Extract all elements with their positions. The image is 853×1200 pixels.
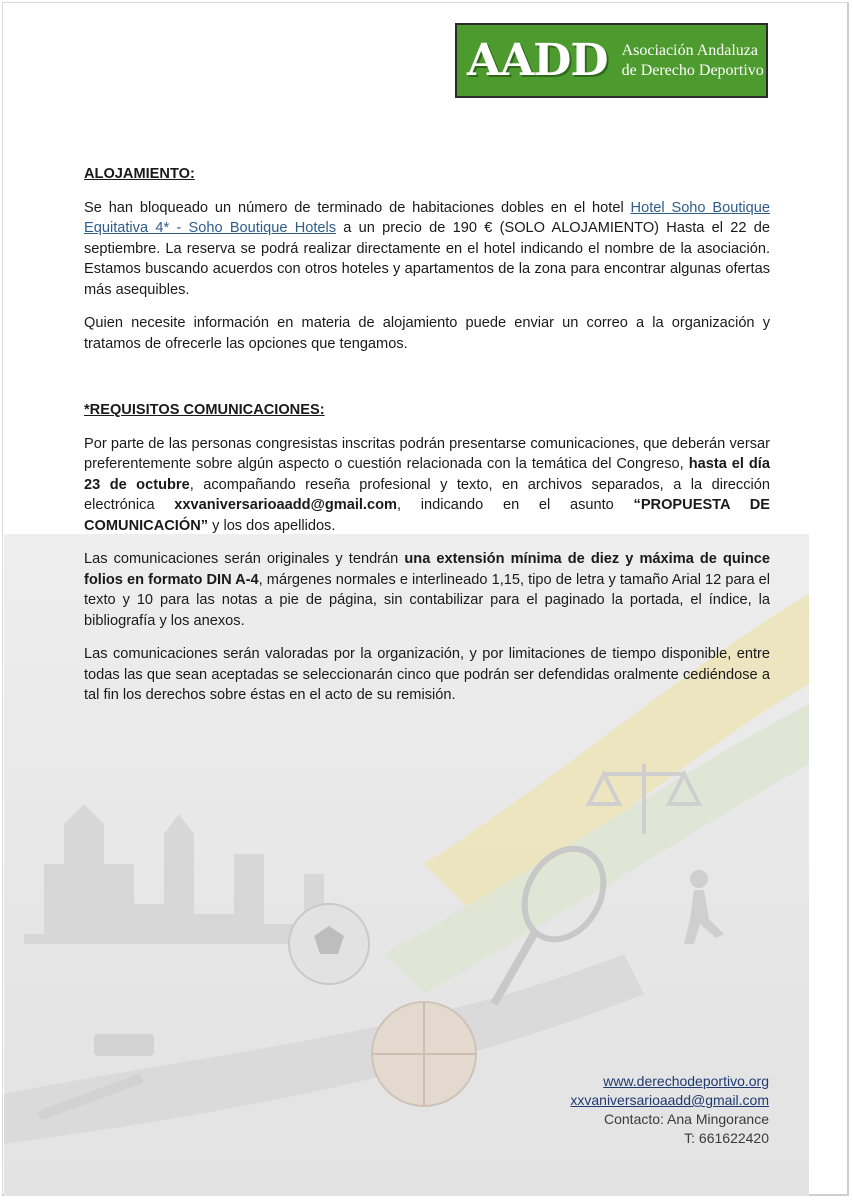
text-run: Se han bloqueado un número de terminado de habitaciones dobles en el hotel xyxy=(84,199,631,216)
requirements-paragraph-2 xyxy=(84,549,770,631)
email-link[interactable]: xxvaniversarioaadd@gmail.com xyxy=(570,1092,769,1108)
requirements-paragraph-3: Las comunicaciones serán valoradas por la organización, y por limitaciones de tiempo disponible, entre todas las que sean aceptadas se seleccionarán cinco que podrán ser defendidas oralmente cediéndose a tal fin los derechos sobre éstas en el acto de su remisión. xyxy=(84,646,770,703)
text-run: Por parte de las personas congresistas inscritas podrán presentarse comunicaciones, que deberán versar preferentemente sobre algún aspecto o cuestión relacionada con la temática del Congreso, xyxy=(84,435,770,472)
submission-email: xxvaniversarioaadd@gmail.com xyxy=(174,497,397,513)
aadd-logo xyxy=(455,23,768,98)
hotel-link[interactable]: Hotel Soho Boutique Equitativa 4* - Soho Boutique Hotels xyxy=(84,199,770,236)
text-run: y los dos apellidos. xyxy=(208,517,336,534)
document-body xyxy=(84,164,770,706)
deadline-text: hasta el día 23 de octubre xyxy=(84,456,770,493)
footer-contact xyxy=(570,1072,769,1148)
text-run: a un precio de 190 € (SOLO ALOJAMIENTO) Hasta el 22 de septiembre. La reserva se podrá realizar directamente en el hotel indicando el nombre de la asociación. Estamos buscando acuerdos con otros hoteles y apartamentos de la zona para encontrar algunas ofertas más asequibles. xyxy=(84,220,770,298)
contact-phone: T: 661622420 xyxy=(684,1130,769,1146)
accommodation-paragraph-2: Quien necesite información en materia de alojamiento puede enviar un correo a la organización y tratamos de ofrecerle las opciones que tengamos. xyxy=(84,315,770,352)
accommodation-paragraph-1 xyxy=(84,198,770,301)
length-requirement: una extensión mínima de diez y máxima de quince folios en formato DIN A-4 xyxy=(84,551,771,588)
text-run: , acompañando reseña profesional y texto, en archivos separados, a la dirección electrónica xyxy=(84,476,770,513)
logo-line-2: de Derecho Deportivo xyxy=(621,61,764,79)
text-run: Las comunicaciones serán originales y tendrán xyxy=(84,551,405,567)
logo-text xyxy=(622,41,764,81)
requirements-heading: *REQUISITOS COMUNICACIONES: xyxy=(84,402,325,418)
city-silhouette xyxy=(24,804,324,944)
requirements-paragraph-1 xyxy=(84,434,770,537)
text-run: , indicando en el asunto xyxy=(397,497,634,513)
subject-line: “PROPUESTA DE COMUNICACIÓN” xyxy=(84,497,770,534)
logo-mark: AADD xyxy=(467,35,608,86)
logo-line-1: Asociación Andaluza xyxy=(621,41,758,59)
contact-person: Contacto: Ana Mingorance xyxy=(604,1111,769,1127)
accommodation-heading: ALOJAMIENTO: xyxy=(84,166,195,182)
website-link[interactable]: www.derechodeportivo.org xyxy=(603,1073,769,1089)
runner-icon xyxy=(684,870,724,944)
text-run: , márgenes normales e interlineado 1,15, tipo de letra y tamaño Arial 12 para el texto y 10 para las notas a pie de página, sin contabilizar para el paginado la portada, el índice, la bibliografía y los anexos. xyxy=(84,571,770,629)
